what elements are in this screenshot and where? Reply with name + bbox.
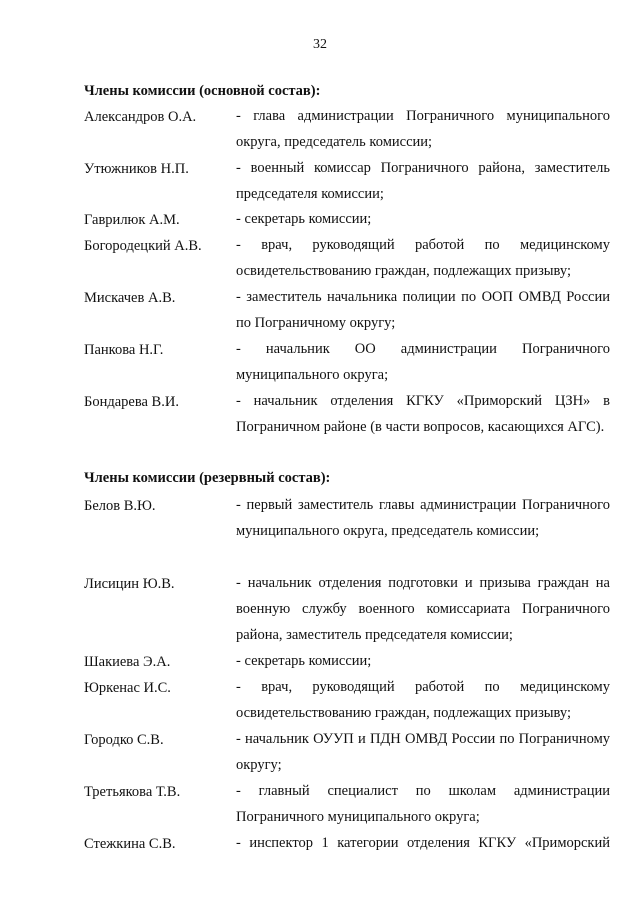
member-name: Гаврилюк А.М.	[84, 212, 180, 228]
member-role: - военный комиссар Пограничного района, заместитель председателя комиссии;	[236, 160, 610, 202]
member-name: Городко С.В.	[84, 732, 164, 748]
member-role: - секретарь комиссии;	[236, 653, 372, 669]
member-role: - врач, руководящий работой по медицинскому освидетельствованию граждан, подлежащих призыву;	[236, 679, 610, 721]
member-name: Утюжников Н.П.	[84, 161, 189, 177]
member-role: - инспектор 1 категории отделения КГКУ «Приморский	[236, 835, 610, 851]
page-number: 32	[313, 37, 327, 52]
member-role: - начальник отделения КГКУ «Приморский ЦЗН» в Пограничном районе (в части вопросов, касающихся АГС).	[236, 393, 610, 435]
member-role: - начальник ОО администрации Пограничного муниципального округа;	[236, 341, 610, 383]
member-role: - начальник ОУУП и ПДН ОМВД России по Пограничному округу;	[236, 731, 610, 773]
member-name: Белов В.Ю.	[84, 498, 156, 514]
member-role: - начальник отделения подготовки и призыва граждан на военную службу военного комиссариата Пограничного района, заместитель председателя комиссии;	[236, 575, 610, 643]
member-role: - заместитель начальника полиции по ООП ОМВД России по Пограничному округу;	[236, 289, 610, 331]
member-name: Третьякова Т.В.	[84, 784, 181, 800]
member-name: Стежкина С.В.	[84, 836, 176, 852]
member-role: - секретарь комиссии;	[236, 211, 372, 227]
member-name: Бондарева В.И.	[84, 394, 179, 410]
member-name: Панкова Н.Г.	[84, 342, 164, 358]
member-role: - первый заместитель главы администрации Пограничного муниципального округа, председатель комиссии;	[236, 497, 610, 539]
section-heading-reserve: Члены комиссии (резервный состав):	[84, 470, 331, 486]
member-name: Юркенас И.С.	[84, 680, 171, 696]
member-name: Шакиева Э.А.	[84, 654, 171, 670]
member-name: Лисицин Ю.В.	[84, 576, 175, 592]
member-name: Мискачев А.В.	[84, 290, 176, 306]
member-name: Богородецкий А.В.	[84, 238, 202, 254]
section-heading-main: Члены комиссии (основной состав):	[84, 83, 321, 99]
member-role: - глава администрации Пограничного муниципального округа, председатель комиссии;	[236, 108, 610, 150]
member-name: Александров О.А.	[84, 109, 197, 125]
member-role: - главный специалист по школам администрации Пограничного муниципального округа;	[236, 783, 610, 825]
member-role: - врач, руководящий работой по медицинскому освидетельствованию граждан, подлежащих призыву;	[236, 237, 610, 279]
